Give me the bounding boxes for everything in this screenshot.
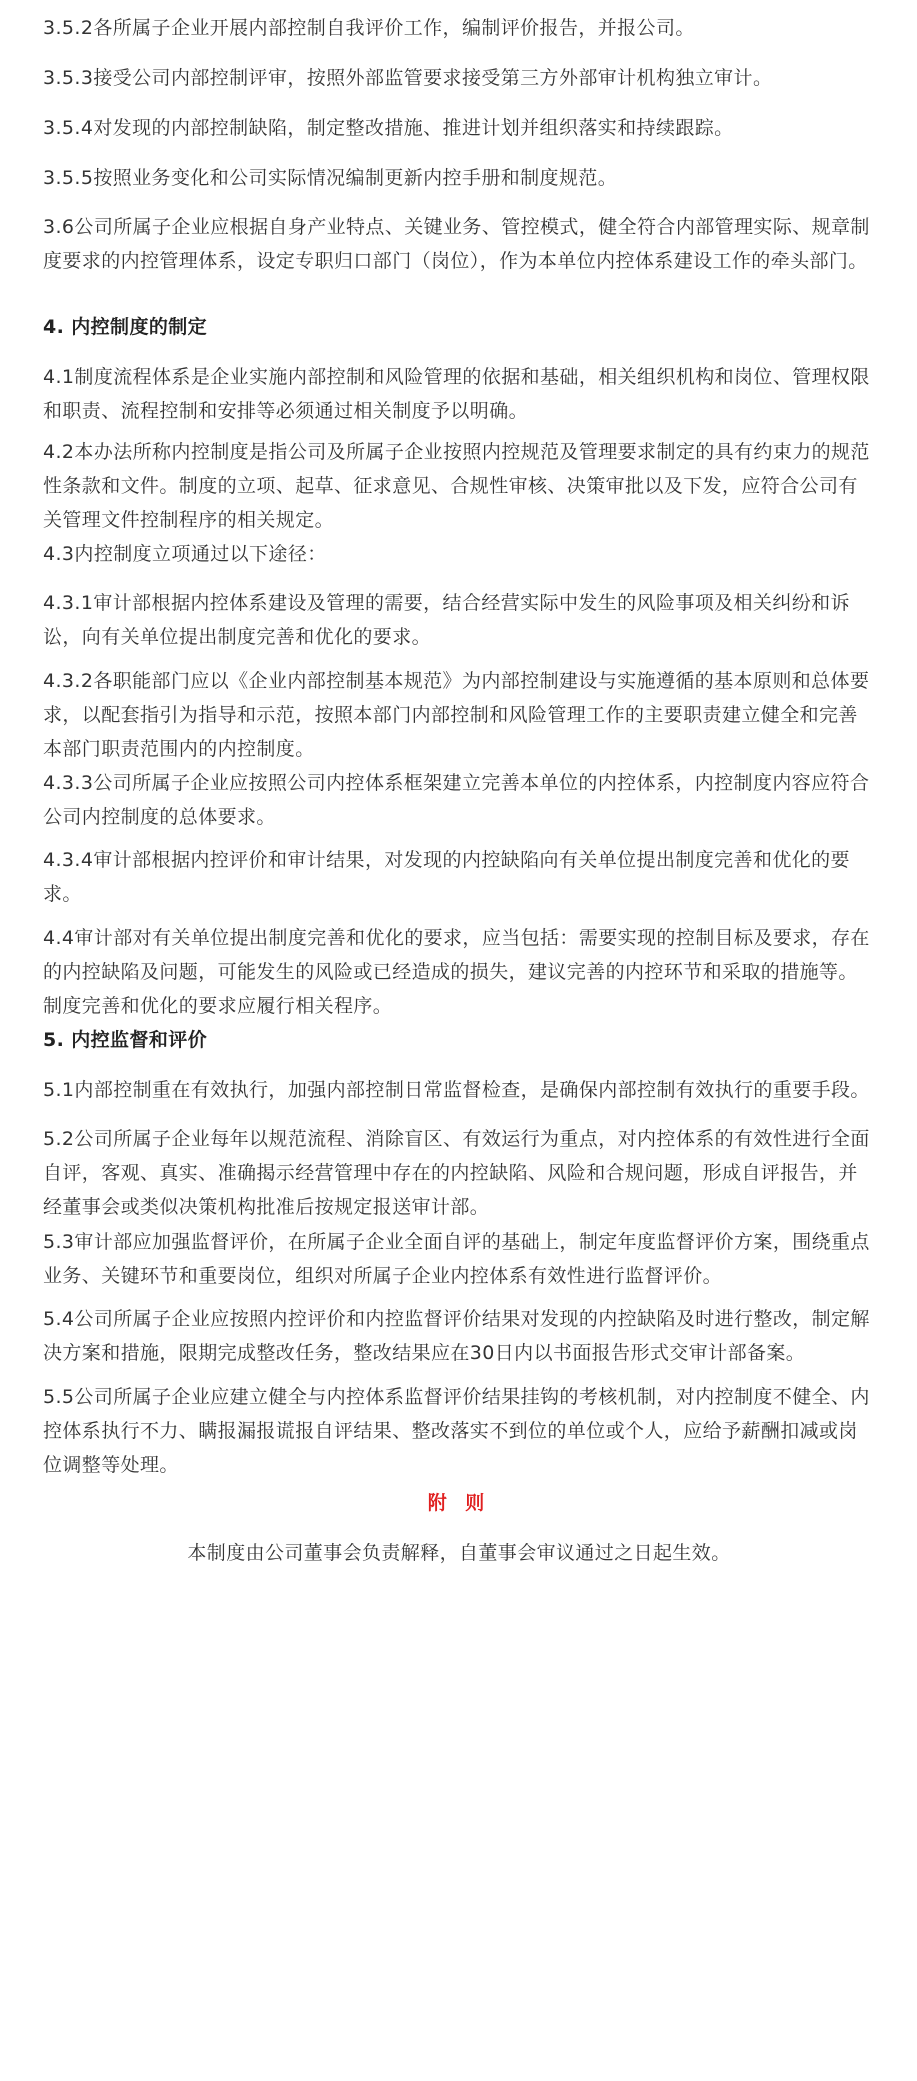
paragraph-4-3-1: 4.3.1审计部根据内控体系建设及管理的需要，结合经营实际中发生的风险事项及相关纠纷和诉讼，向有关单位提出制度完善和优化的要求。 xyxy=(43,592,850,648)
paragraph-3-5-2: 3.5.2各所属子企业开展内部控制自我评价工作，编制评价报告，并报公司。 xyxy=(43,17,695,39)
section-heading-4: 4. 内控制度的制定 xyxy=(43,316,208,338)
paragraph-5-1: 5.1内部控制重在有效执行，加强内部控制日常监督检查，是确保内部控制有效执行的重要手段。 xyxy=(43,1079,870,1101)
paragraph-4-1: 4.1制度流程体系是企业实施内部控制和风险管理的依据和基础，相关组织机构和岗位、管理权限和职责、流程控制和安排等必须通过相关制度予以明确。 xyxy=(43,366,870,422)
paragraph-3-5-4: 3.5.4对发现的内部控制缺陷，制定整改措施、推进计划并组织落实和持续跟踪。 xyxy=(43,117,734,139)
paragraph-5-5: 5.5公司所属子企业应建立健全与内控体系监督评价结果挂钩的考核机制，对内控制度不健全、内控体系执行不力、瞒报漏报谎报自评结果、整改落实不到位的单位或个人，应给予薪酬扣减或岗位调整等处理。 xyxy=(43,1386,870,1476)
section-heading-5: 5. 内控监督和评价 xyxy=(43,1029,208,1051)
paragraph-4-2: 4.2本办法所称内控制度是指公司及所属子企业按照内控规范及管理要求制定的具有约束力的规范性条款和文件。制度的立项、起草、征求意见、合规性审核、决策审批以及下发，应符合公司有关管理文件控制程序的相关规定。 xyxy=(43,441,870,531)
paragraph-5-3: 5.3审计部应加强监督评价，在所属子企业全面自评的基础上，制定年度监督评价方案，围绕重点业务、关键环节和重要岗位，组织对所属子企业内控体系有效性进行监督评价。 xyxy=(43,1231,870,1287)
paragraph-5-4: 5.4公司所属子企业应按照内控评价和内控监督评价结果对发现的内控缺陷及时进行整改，制定解决方案和措施，限期完成整改任务，整改结果应在30日内以书面报告形式交审计部备案。 xyxy=(43,1308,870,1364)
paragraph-3-5-5: 3.5.5按照业务变化和公司实际情况编制更新内控手册和制度规范。 xyxy=(43,167,618,189)
paragraph-4-3-4: 4.3.4审计部根据内控评价和审计结果，对发现的内控缺陷向有关单位提出制度完善和优化的要求。 xyxy=(43,849,850,905)
paragraph-5-2: 5.2公司所属子企业每年以规范流程、消除盲区、有效运行为重点，对内控体系的有效性进行全面自评，客观、真实、准确揭示经营管理中存在的内控缺陷、风险和合规问题，形成自评报告，并经董事会或类似决策机构批准后按规定报送审计部。 xyxy=(43,1128,870,1218)
paragraph-4-3-3: 4.3.3公司所属子企业应按照公司内控体系框架建立完善本单位的内控体系，内控制度内容应符合公司内控制度的总体要求。 xyxy=(43,772,870,828)
paragraph-4-4: 4.4审计部对有关单位提出制度完善和优化的要求，应当包括：需要实现的控制目标及要求，存在的内控缺陷及问题，可能发生的风险或已经造成的损失，建议完善的内控环节和采取的措施等。制度完善和优化的要求应履行相关程序。 xyxy=(43,927,870,1017)
appendix-text: 本制度由公司董事会负责解释，自董事会审议通过之日起生效。 xyxy=(187,1542,731,1564)
paragraph-3-6: 3.6公司所属子企业应根据自身产业特点、关键业务、管控模式，健全符合内部管理实际、规章制度要求的内控管理体系，设定专职归口部门（岗位），作为本单位内控体系建设工作的牵头部门。 xyxy=(43,216,870,272)
paragraph-4-3: 4.3内控制度立项通过以下途径： xyxy=(43,543,327,565)
paragraph-3-5-3: 3.5.3接受公司内部控制评审，按照外部监管要求接受第三方外部审计机构独立审计。 xyxy=(43,67,773,89)
paragraph-4-3-2: 4.3.2各职能部门应以《企业内部控制基本规范》为内部控制建设与实施遵循的基本原则和总体要求，以配套指引为指导和示范，按照本部门内部控制和风险管理工作的主要职责建立健全和完善本部门职责范围内的内控制度。 xyxy=(43,670,870,760)
appendix-title: 附 则 xyxy=(427,1492,491,1514)
